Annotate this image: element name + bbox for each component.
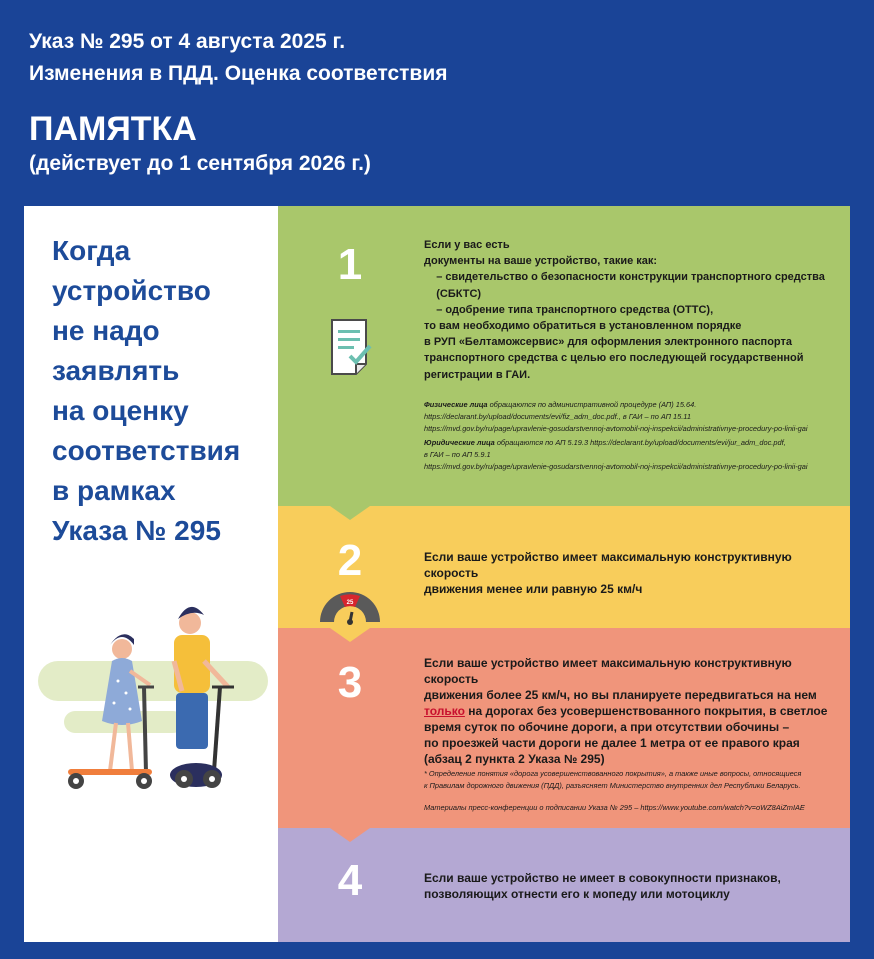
legal-persons-text-2: в ГАИ – по АП 5.9.1 [424,449,491,459]
document-check-icon [330,318,374,376]
header-topic-line: Изменения в ПДД. Оценка соответствия [29,62,448,85]
step-1-line: – одобрение типа транспортного средства (ОТТС), [424,303,714,316]
header-decree-line: Указ № 295 от 4 августа 2025 г. [29,30,346,53]
footnote-line: * Определение понятия «дорога усовершенствованного покрытия», а также иные вопросы, относящиеся [424,769,802,778]
step-2-line: Если ваше устройство имеет максимальную конструктивную скорость [424,550,792,580]
step-3-line: на дорогах без усовершенствованного покрытия, в светлое [464,704,828,718]
step-2-panel [278,506,850,628]
step-4-panel [278,828,850,942]
step-1-line: Если у вас есть [424,239,510,251]
step-3-text [424,655,844,767]
highlight-only: только [424,704,465,718]
step-3-notch [330,828,370,842]
step-3-panel [278,628,850,828]
step-1-panel [278,206,850,506]
left-panel-title [52,231,272,551]
speedometer-value: 25 [346,600,354,606]
press-conference-link[interactable]: Материалы пресс-конференции о подписании Указа № 295 – https://www.youtube.com/watch?v=oWZ8AiZmIAE [424,803,805,812]
left-title-line: Указа № 295 [52,515,221,546]
step-1-notes [424,399,844,473]
step-3-line: Если ваше устройство имеет максимальную конструктивную скорость [424,656,792,686]
footnote-line: к Правилам дорожного движения (ПДД), разъясняет Министерство внутренних дел Республики Беларусь. [424,781,801,790]
step-3-line: по проезжей части дороги не далее 1 метра от ее правого края [424,736,800,750]
step-4-line: позволяющих отнести его к мопеду или мотоциклу [424,887,730,901]
physical-persons-label: Физические лица [424,399,488,409]
step-1-line: документы на ваше устройство, такие как: [424,255,658,268]
scooter-riders-illustration [24,601,278,801]
physical-persons-link-2[interactable]: https://mvd.gov.by/ru/page/upravlenie-gosudarstvennoj-avtomobil-noj-inspekcii/administrativnye-procedury-po-linii-gai [424,423,808,433]
left-title-line: в рамках [52,475,176,506]
step-1-line: (СБКТС) [424,287,482,300]
step-1-line: в РУП «Белтаможсервис» для оформления электронного паспорта [424,336,792,349]
step-1-text [424,237,844,473]
step-1-notch [330,506,370,520]
step-3-line: движения более 25 км/ч, но вы планируете передвигаться на нем [424,688,817,702]
step-1-line: – свидетельство о безопасности конструкции транспортного средства [424,271,825,284]
left-title-line: не надо [52,315,160,346]
left-title-line: заявлять [52,355,180,386]
step-3-line: время суток по обочине дороги, а при отсутствии обочины – [424,720,790,734]
page-title: ПАМЯТКА [29,110,197,148]
legal-persons-link[interactable]: https://mvd.gov.by/ru/page/upravlenie-gosudarstvennoj-avtomobil-noj-inspekcii/administrativnye-procedury-po-linii-gai [424,461,808,471]
step-1-line: регистрации в ГАИ. [424,368,531,381]
step-2-line: движения менее или равную 25 км/ч [424,582,643,596]
legal-persons-text: обращаются по АП 5.19.3 https://declarant.by/upload/documents/evi/jur_adm_doc.pdf, [494,437,786,447]
step-1-number: 1 [337,240,363,289]
step-3-notes [424,768,844,814]
speedometer-icon [316,586,384,626]
left-title-line: соответствия [52,435,241,466]
step-2-text [424,549,844,597]
left-panel [24,206,278,942]
physical-persons-text: обращаются по административной процедуре (АП) 15.64. [487,399,697,409]
step-2-notch [330,628,370,642]
physical-persons-link-1[interactable]: https://declarant.by/upload/documents/evi/fiz_adm_doc.pdf., в ГАИ – по АП 15.11 [424,411,691,421]
step-1-line: транспортного средства с целью его последующей государственной [424,352,804,365]
legal-persons-label: Юридические лица [424,437,495,447]
step-3-number: 3 [337,658,363,707]
step-4-number: 4 [337,856,363,905]
step-3-line: (абзац 2 пункта 2 Указа № 295) [424,752,605,766]
step-4-line: Если ваше устройство не имеет в совокупности признаков, [424,871,781,885]
left-title-line: Когда [52,235,131,266]
step-2-number: 2 [337,536,363,585]
left-title-line: на оценку [52,395,189,426]
step-1-line: то вам необходимо обратиться в установленном порядке [424,320,742,333]
page-subtitle: (действует до 1 сентября 2026 г.) [29,152,371,175]
step-4-text [424,870,844,902]
left-title-line: устройство [52,275,211,306]
